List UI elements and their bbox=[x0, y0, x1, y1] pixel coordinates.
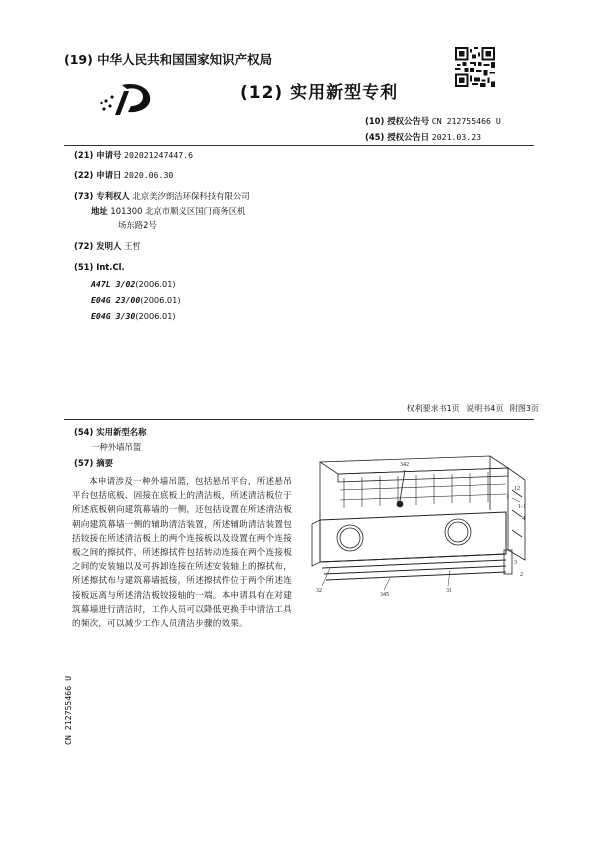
patentee-label: (73) 专利权人 bbox=[74, 191, 130, 201]
pub-date: 2021.03.23 bbox=[431, 132, 482, 142]
ipc-entry: E04G 3/30(2006.01) bbox=[91, 311, 176, 321]
app-no-row bbox=[74, 148, 193, 162]
intcl-label: (51) Int.Cl. bbox=[74, 262, 125, 272]
patentee-row bbox=[74, 189, 250, 203]
patent-type: (12) 实用新型专利 bbox=[240, 83, 399, 103]
inventor-row bbox=[74, 239, 141, 253]
pub-no-label: (10) 授权公告号 bbox=[365, 116, 430, 126]
figure-label: 4 bbox=[522, 516, 525, 522]
address-label: 地址 bbox=[91, 206, 108, 216]
qr-code[interactable] bbox=[455, 47, 495, 87]
abstract-label: (57) 摘要 bbox=[74, 458, 113, 468]
filing-date: 2020.06.30 bbox=[124, 170, 174, 180]
pub-date-label: (45) 授权公告日 bbox=[365, 132, 430, 142]
figure-label: 32 bbox=[316, 588, 322, 594]
filing-date-row bbox=[74, 168, 173, 182]
publication-block bbox=[365, 113, 501, 145]
filing-date-label: (22) 申请日 bbox=[74, 170, 122, 180]
ipc-entry: A47L 3/02(2006.01) bbox=[91, 279, 176, 289]
utility-model-title: 一种外墙吊篮 bbox=[91, 442, 142, 452]
address-row bbox=[91, 204, 246, 218]
figure-label: 1 bbox=[506, 494, 509, 500]
side-publication-number: CN 212755466 U bbox=[63, 675, 73, 745]
figure-label: 12 bbox=[514, 486, 520, 492]
pub-no: CN 212755466 U bbox=[431, 116, 501, 126]
figure-label: 3 bbox=[514, 560, 517, 566]
page-count-info: 权利要求书1页 说明书4页 附图3页 bbox=[406, 404, 539, 413]
office-name: (19) 中华人民共和国国家知识产权局 bbox=[64, 52, 273, 67]
inventor: 王哲 bbox=[124, 241, 141, 251]
cnipa-logo bbox=[98, 79, 158, 119]
abstract-text: 本申请涉及一种外墙吊篮，包括悬吊平台，所述悬吊平台包括底板、固接在底板上的清洁板，所述清洁板位于所述底板朝向建筑幕墙的一侧，还包括设置在所述清洁板朝向建筑幕墙一侧的辅助清洁装置，所述辅助清洁装置包括铰接在所述清洁板上的两个连接板以及设置在两个连接板之间的擦拭件，所述擦拭件包括转动连接在两个连接板之间的安装轴以及可拆卸连接在所述安装轴上的擦拭布，所述擦拭布与建筑幕墙抵接，所述擦拭件位于两个所述连接板远离与所述清洁板铰接轴的一端。本申请具有在对建筑幕墙进行清洁时，工作人员可以降低更换手中清洁工具的频次，可以减少工作人员清洁步骤的效果。 bbox=[72, 477, 292, 630]
title-label: (54) 实用新型名称 bbox=[74, 427, 147, 437]
app-no: 202021247447.6 bbox=[124, 150, 194, 160]
figure-label: 1-1 bbox=[518, 504, 526, 510]
section-divider bbox=[64, 419, 534, 420]
figure-label: 345 bbox=[380, 592, 389, 598]
figure-label: 342 bbox=[400, 462, 409, 468]
ipc-entry: E04G 23/00(2006.01) bbox=[91, 295, 181, 305]
patentee: 北京美汐朗洁环保科技有限公司 bbox=[132, 191, 250, 201]
address-line1: 101300 北京市顺义区国门商务区机 bbox=[110, 206, 246, 216]
figure-label: 31 bbox=[446, 588, 452, 594]
figure-label: 2 bbox=[520, 572, 523, 578]
header-divider bbox=[64, 145, 534, 146]
address-line2: 场东路2号 bbox=[118, 220, 157, 230]
hanging-basket-drawing bbox=[300, 450, 530, 600]
inventor-label: (72) 发明人 bbox=[74, 241, 122, 251]
app-no-label: (21) 申请号 bbox=[74, 150, 122, 160]
